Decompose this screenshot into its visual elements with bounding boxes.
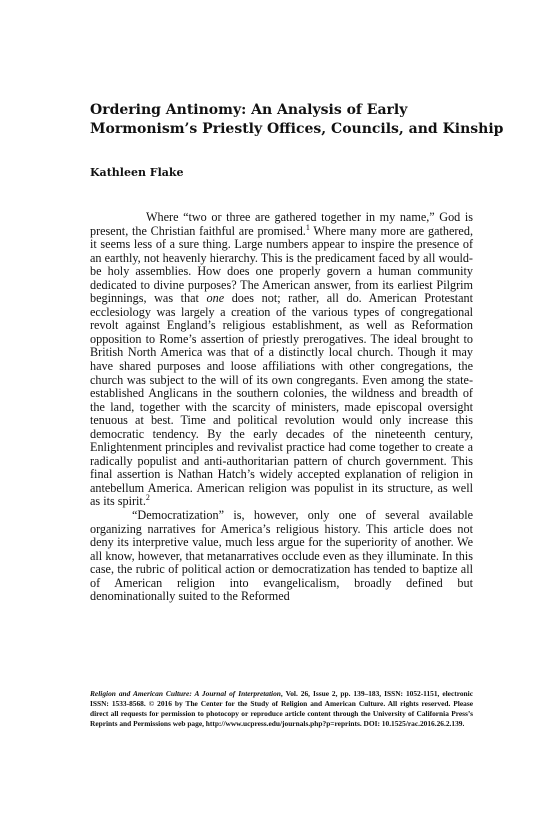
- footnote-ref-2[interactable]: 2: [145, 493, 150, 503]
- journal-footer: [90, 689, 473, 729]
- journal-name: Religion and American Culture: A Journal of Interpretation: [90, 689, 281, 698]
- article-title-line-1: Ordering Antinomy: An Analysis of Early: [90, 102, 408, 118]
- paragraph-1-text-a: Where “two or three are gathered together in my name,” God is present, the Christian faithful are promised.: [90, 210, 473, 238]
- author-name: Kathleen Flake: [90, 166, 184, 179]
- article-title-line-2: Mormonism’s Priestly Offices, Councils, and Kinship: [90, 121, 504, 137]
- footer-citation-text: , Vol. 26, Issue 2, pp. 139–183, ISSN: 1052-1151, electronic ISSN: 1533-8568. © 2016 by The Center for the Study of Religion and American Culture. All rights reserved. Please direct all requests for permission to photocopy or reproduce article content through the University of California Press’s Reprints and Permissions web page, http://www.ucpress.edu/journals.php?p=reprints. DOI: 10.1525/rac.2016.26.2.139.: [90, 689, 473, 728]
- body-paragraph-2: “Democratization” is, however, only one of several available organizing narratives for America’s religious history. This article does not deny its interpretive value, much less argue for the superiority of another. We all know, however, that metanarratives occlude even as they illuminate. In this case, the rubric of political action or democratization has tended to baptize all of American religion into evangelicalism, broadly defined but denominationally suited to the Reformed: [90, 508, 473, 604]
- footnote-ref-1[interactable]: 1: [305, 222, 310, 232]
- paragraph-1-emphasis: one: [206, 291, 225, 306]
- paragraph-1-text-c: does not; rather, all do. American Protestant ecclesiology was largely a creation of the various types of congregational revolt against England’s religious establishment, as well as Reformation opposition to Rome’s assertion of priestly prerogatives. The ideal brought to British North America was that of a distinctly local church. Though it may have shared purposes and loose affiliations with other congregations, the church was subject to the will of its own congregants. Even among the state-established Anglicans in the southern colonies, the wildness and breadth of the land, together with the scarcity of ministers, made episcopal oversight tenuous at best. Time and political revolution would only increase this democratic tendency. By the early decades of the nineteenth century, Enlightenment principles and revivalist practice had come together to create a radically populist and anti-authoritarian pattern of church government. This final assertion is Nathan Hatch’s widely accepted explanation of religion in antebellum America. American religion was populist in its structure, as well as its spirit.: [90, 291, 474, 509]
- article-title: [90, 101, 504, 139]
- paragraph-1-text-b: Where many more are gathered, it seems less of a sure thing. Large numbers appear to inspire the presence of an earthly, not heavenly hierarchy. This is the predicament faced by all would-be holy assemblies. How does one properly govern a human community dedicated to divine purposes? The American answer, from its earliest Pilgrim beginnings, was that: [90, 223, 473, 306]
- article-body: [90, 211, 473, 604]
- body-paragraph-1: [90, 211, 473, 509]
